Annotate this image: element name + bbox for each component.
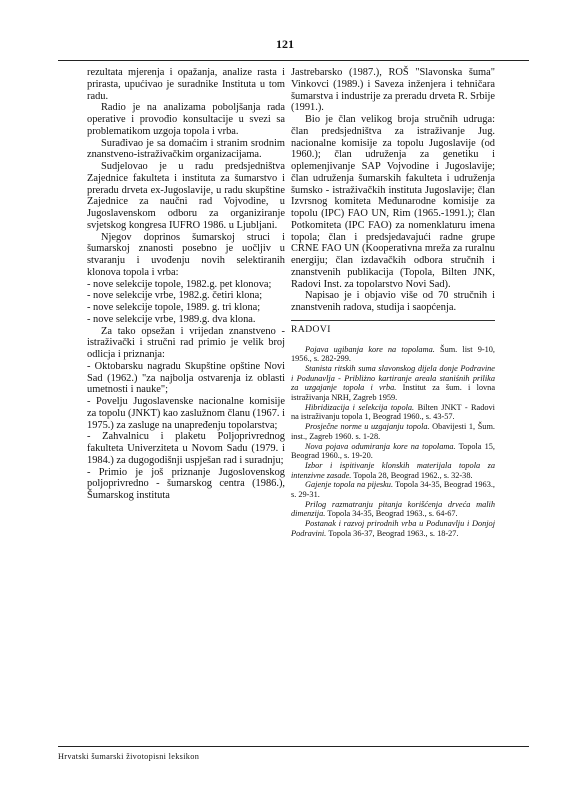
work-citation: Topola 28, Beograd 1962., s. 32-38. <box>351 470 473 480</box>
list-item: - nove selekcije topole, 1982.g. pet klonova; <box>87 278 272 290</box>
work-title: Prilog razmatranju pitanja korišćenja drveća malih dimenzija. <box>291 499 495 519</box>
list-item: - Oktobarsku nagradu Skupštine opštine Novi Sad (1962.) "za najbolja ostvarenja iz oblasti umetnosti i nauke"; <box>87 360 285 396</box>
bibliography-entry <box>291 442 495 461</box>
work-citation: Topola 36-37, Beograd 1963., s. 18-27. <box>326 528 459 538</box>
works-heading: RADOVI <box>291 324 331 335</box>
list-item: - Povelju Jugoslavenske nacionalne komisije za topolu (JNKT) kao zaslužnom članu (1967. i 1975.) za zasluge na unapređenju topolarstva; <box>87 396 285 431</box>
bibliography-entry <box>291 364 495 403</box>
right-column <box>291 67 495 539</box>
footer-text: Hrvatski šumarski životopisni leksikon <box>58 752 200 761</box>
work-title: Prosječne norme u uzgajanju topola. <box>305 422 430 432</box>
list-item: - nove selekcije topole, 1989. g. tri klona; <box>87 302 261 313</box>
work-citation: Obavijesti 1, Šum. inst., Zagreb 1960. s. 1-28. <box>291 422 495 441</box>
list-item: - nove selekcije vrbe, 1989.g. dva klona. <box>87 313 256 325</box>
list-item: - Primio je još priznanje Jugoslovenskog poljoprivredno - šumarskog centra (1986.), Šumarskog instituta <box>87 466 285 501</box>
work-title: Gajenje topola na pijesku. <box>305 480 394 490</box>
work-title: Nova pojava odumiranja kore na topolama. <box>305 441 456 451</box>
paragraph: Sudjelovao je u radu predsjedništva Zajednice fakulteta i instituta za šumarstvo i preradu drveta ex-Jugoslavije, u radu skupštine Zajednice za naučni rad Vojvodine, u Jugoslavenskom odboru za organiziranje svjetskog kongresa IUFRO 1986. u Ljubljani. <box>87 161 285 231</box>
bibliography-entry <box>291 480 495 499</box>
paragraph: Jastrebarsko (1987.), ROŠ "Slavonska šuma" Vinkovci (1989.) i Saveza inženjera i tehničara šumarstva i industrije za preradu drveta R. Srbije (1991.). <box>291 67 495 114</box>
bibliography-entry <box>291 345 495 364</box>
page-number: 121 <box>276 37 294 51</box>
bibliography-entry <box>291 500 495 519</box>
list-item: - nove selekcije vrbe, 1982.g. četiri klona; <box>87 290 263 302</box>
paragraph: Za tako opsežan i vrijedan znanstveno - istraživački i stručni rad primio je velik broj odlicja i priznanja: <box>87 325 285 360</box>
section-divider <box>291 320 495 321</box>
work-citation: Topola 15, Beograd 1960., s. 19-20. <box>291 441 495 461</box>
work-citation: Topola 34-35, Beograd 1963., s. 29-31. <box>291 480 495 500</box>
bibliography-entry <box>291 519 495 538</box>
paragraph: Surađivao je sa domaćim i stranim srodnim znanstveno-istraživačkim organizacijama. <box>87 137 285 161</box>
work-citation: Bilten JNKT - Radovi na istraživanju topola 1, Beograd 1960., s. 43-57. <box>291 402 495 422</box>
work-title: Stanista ritskih suma slavonskog dijela donje Podravine i Podunavlja - Pribliżno kartiranje areala staniśnih prilika za uzgajanje topola i vrba. <box>291 363 495 393</box>
paragraph: Njegov doprinos šumarskoj struci i šumarskoj znanosti posebno je uočljiv u stvaranju i uvođenju novih selektiranih klonova topola i vrba: <box>87 231 285 278</box>
work-title: Pojava ugibanja kore na topolama. <box>305 344 435 354</box>
top-rule <box>58 60 529 61</box>
list-item: - Zahvalnicu i plaketu Poljoprivrednog fakulteta Univerziteta u Novom Sadu (1979. i 1984.) za dugogodišnji uspješan rad i suradnju; <box>87 431 285 466</box>
bibliography-entry <box>291 422 495 441</box>
bibliography-entry <box>291 403 495 422</box>
work-title: Izbor i ispitivanje klonskih materijala topola za intenzivne zasade. <box>291 460 495 480</box>
work-title: Postanak i razvoj prirodnih vrba u Podunavlju i Donjoj Podravini. <box>291 519 495 538</box>
paragraph: Napisao je i objavio više od 70 stručnih i znanstvenih radova, studija i saopćenja. <box>291 290 495 313</box>
work-citation: Topola 34-35, Beograd 1963., s. 64-67. <box>325 509 458 519</box>
bottom-rule <box>58 746 529 747</box>
bibliography-entry <box>291 461 495 480</box>
work-citation: Institut za šum. i lovna istraživanja NRH, Zagreb 1959. <box>291 383 495 403</box>
work-citation: Šum. list 9-10, 1956., s. 282-299. <box>291 344 495 364</box>
paragraph: Bio je član velikog broja stručnih udruga: član predsjedništva za istraživanje Jug. nacionalne komisije za topolu Jugoslavije (od 1960.); član udruženja za genetiku i oplemenjivanje SAP Vojvodine i Jugoslavije; član udruženja šumarskih fakulteta i udruženja šumsko - istraživačkih instituta Jugoslavije; član Izvrsnog komiteta Međunarodne komisije za topolu (IPC) FAO UN, Rim (1965.-1991.); član Potkomiteta (IPC FAO) za nomenklaturu imena topola; član i predsjedavajući radne grupe CRNE FAO UN (Kooperativna mreža za ruralnu energiju; član izdavačkih odbora stručnih i znanstvenih publikacija (Topola, Bilten JNK, Radovi Inst. za topolarstvo Novi Sad). <box>291 114 495 290</box>
work-title: Hibridizacija i selekcija topola. <box>305 402 415 412</box>
paragraph: Radio je na analizama poboljšanja rada operative i provođio konsultacije u svezi sa problematikom uzgoja topola i vrba. <box>87 102 285 137</box>
left-column <box>87 67 285 502</box>
paragraph: rezultata mjerenja i opažanja, analize rasta i prirasta, upućivao je suradnike Instituta u tom radu. <box>87 67 285 102</box>
